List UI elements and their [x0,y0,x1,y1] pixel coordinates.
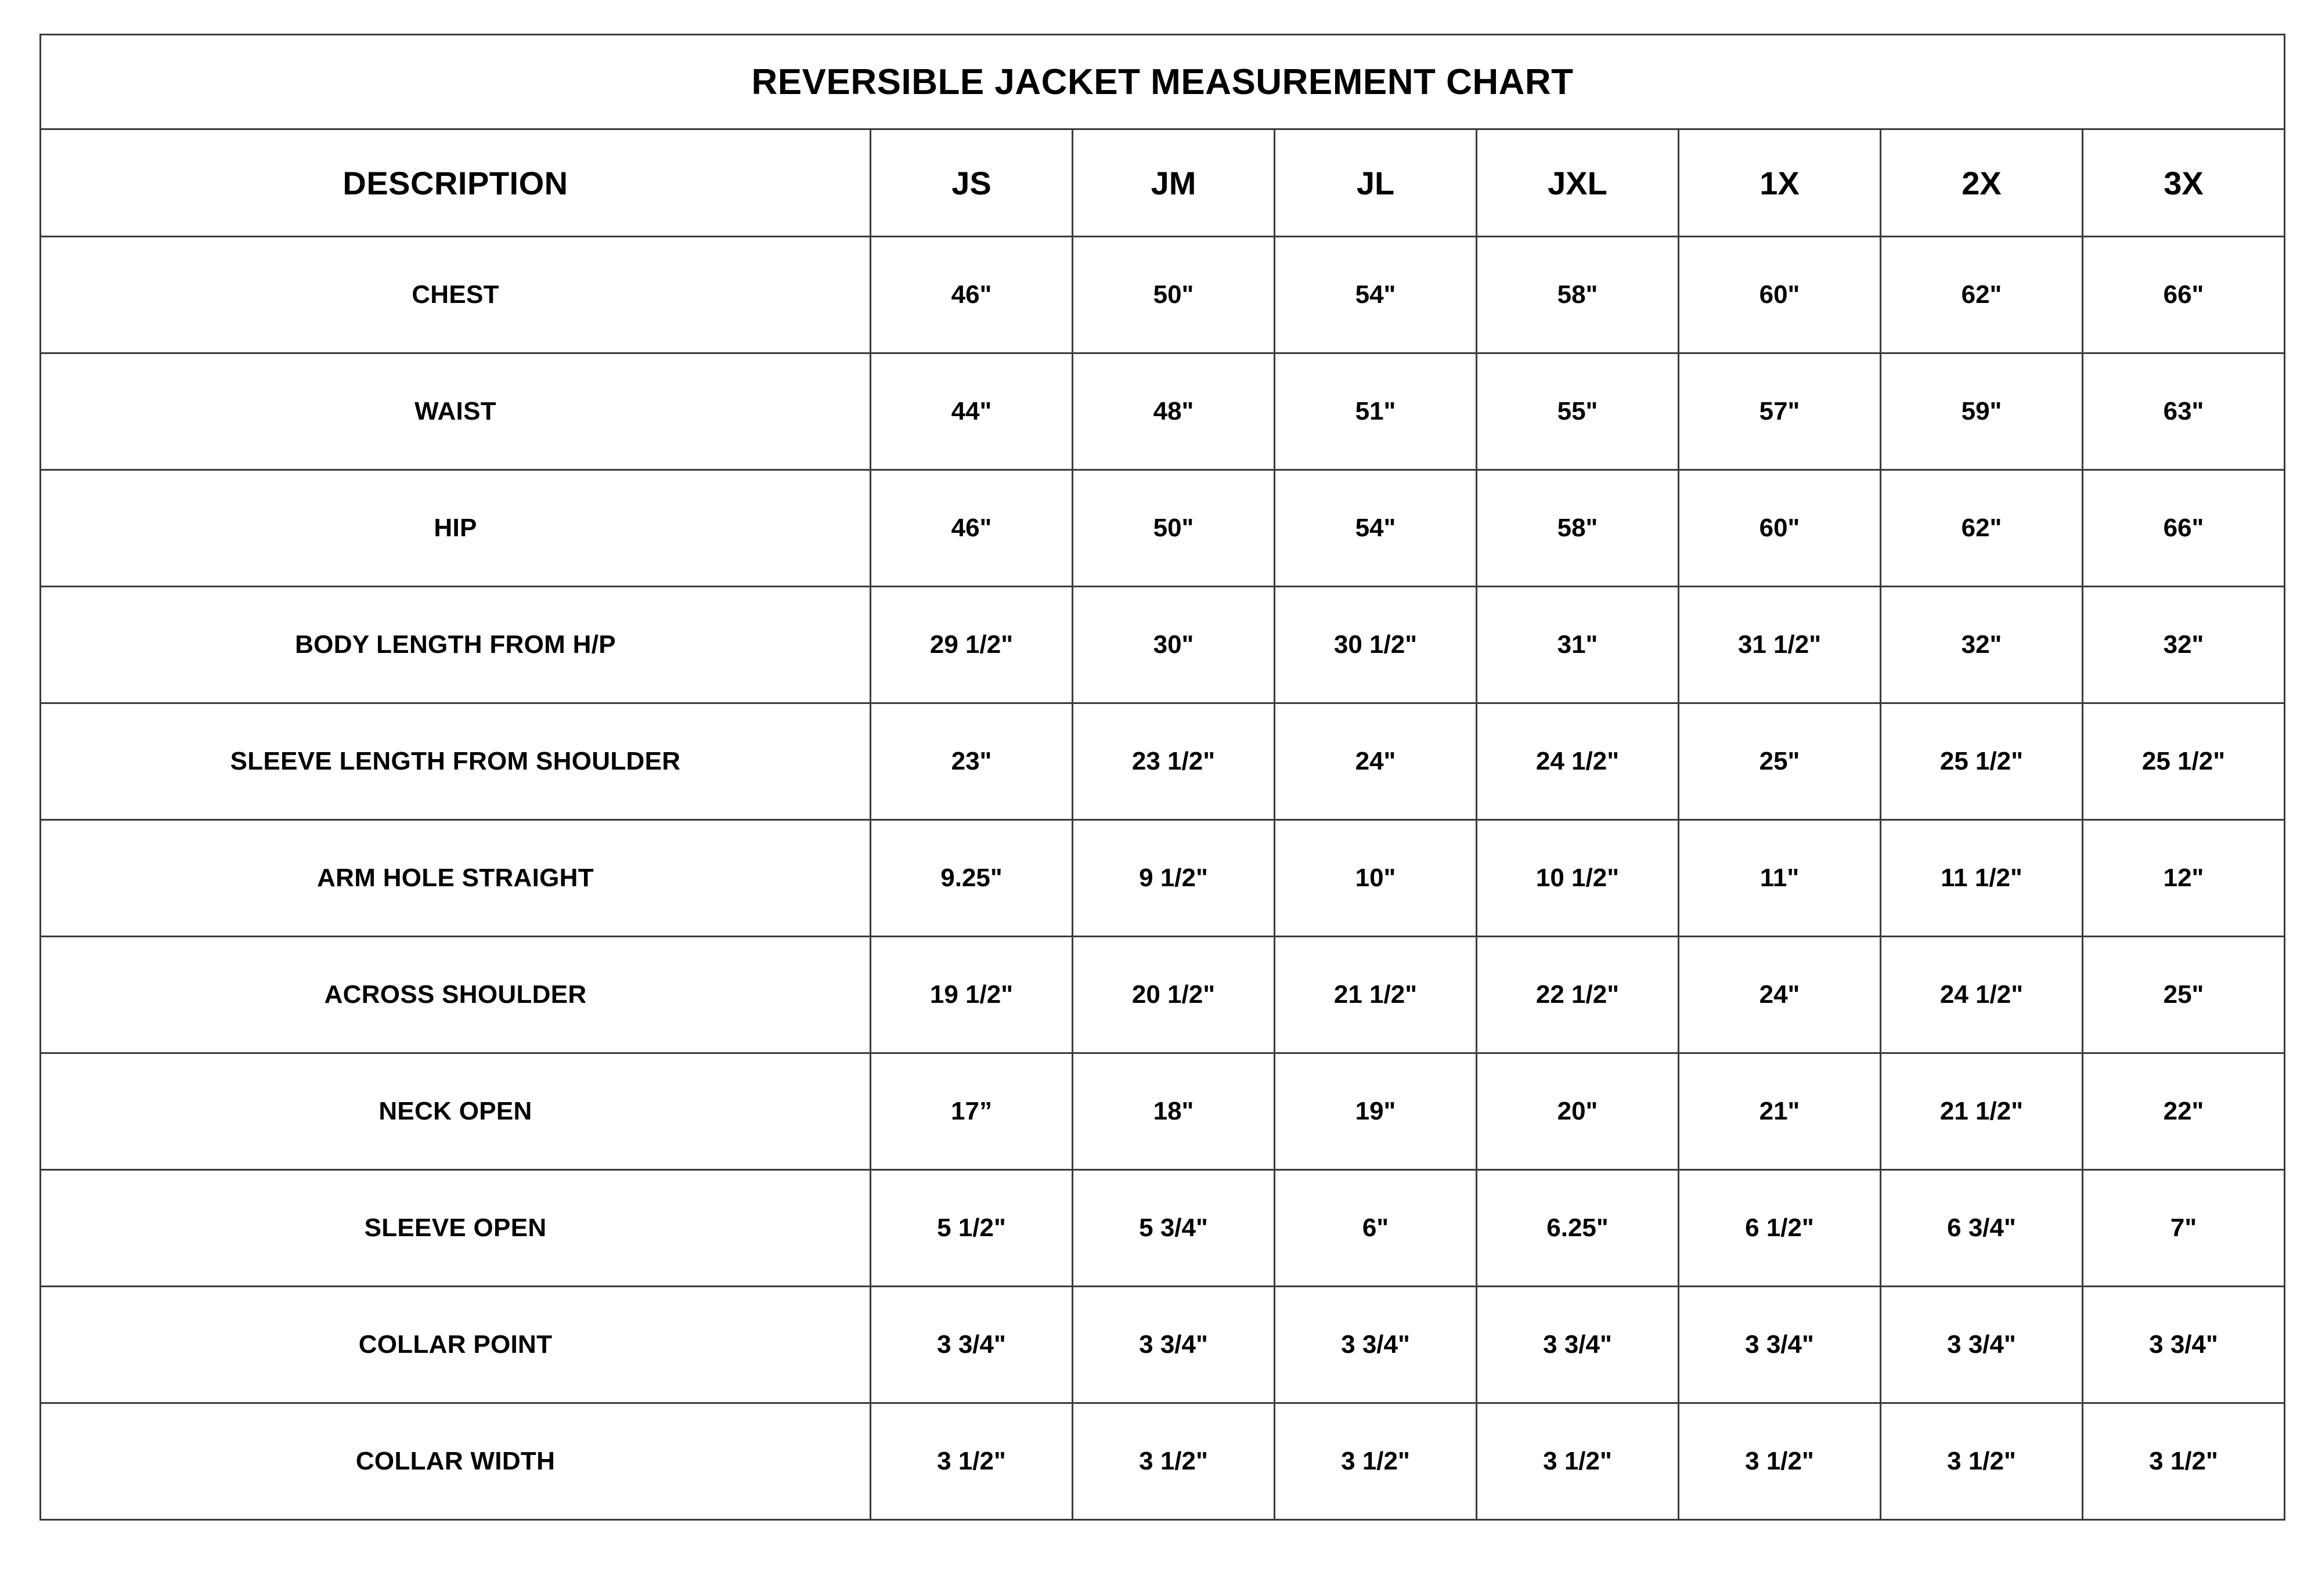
measurement-cell: 6 1/2" [1679,1170,1881,1287]
measurement-cell: 6.25" [1477,1170,1679,1287]
measurement-cell: 29 1/2" [871,587,1073,703]
row-label: ARM HOLE STRAIGHT [41,820,871,937]
measurement-cell: 60" [1679,470,1881,587]
measurement-cell: 3 1/2" [1275,1403,1477,1520]
measurement-cell: 9 1/2" [1073,820,1275,937]
measurement-cell: 6 3/4" [1881,1170,2083,1287]
table-row [41,1287,2285,1403]
table-header-row [41,129,2285,237]
measurement-cell: 3 1/2" [1881,1403,2083,1520]
measurement-cell: 5 1/2" [871,1170,1073,1287]
table-row [41,587,2285,703]
column-header-3x: 3X [2083,129,2285,237]
measurement-cell: 59" [1881,353,2083,470]
measurement-cell: 9.25" [871,820,1073,937]
measurement-cell: 57" [1679,353,1881,470]
column-header-description: DESCRIPTION [41,129,871,237]
measurement-cell: 11 1/2" [1881,820,2083,937]
measurement-cell: 5 3/4" [1073,1170,1275,1287]
measurement-cell: 46" [871,237,1073,353]
measurement-cell: 24 1/2" [1477,703,1679,820]
measurement-cell: 18" [1073,1053,1275,1170]
measurement-cell: 3 1/2" [1679,1403,1881,1520]
measurement-cell: 32" [1881,587,2083,703]
measurement-cell: 50" [1073,470,1275,587]
measurement-cell: 3 1/2" [2083,1403,2285,1520]
measurement-cell: 62" [1881,470,2083,587]
measurement-cell: 22" [2083,1053,2285,1170]
measurement-cell: 24" [1679,937,1881,1053]
measurement-cell: 21 1/2" [1881,1053,2083,1170]
column-header-1x: 1X [1679,129,1881,237]
measurement-cell: 3 3/4" [1073,1287,1275,1403]
measurement-cell: 3 1/2" [1073,1403,1275,1520]
row-label: COLLAR POINT [41,1287,871,1403]
column-header-2x: 2X [1881,129,2083,237]
measurement-cell: 20 1/2" [1073,937,1275,1053]
table-row [41,703,2285,820]
measurement-cell: 20" [1477,1053,1679,1170]
measurement-cell: 66" [2083,237,2285,353]
table-row [41,237,2285,353]
measurement-cell: 7" [2083,1170,2285,1287]
measurement-cell: 3 3/4" [871,1287,1073,1403]
measurement-cell: 50" [1073,237,1275,353]
measurement-cell: 58" [1477,470,1679,587]
measurement-cell: 31" [1477,587,1679,703]
measurement-cell: 3 3/4" [1275,1287,1477,1403]
measurement-cell: 25" [2083,937,2285,1053]
measurement-cell: 19 1/2" [871,937,1073,1053]
column-header-jxl: JXL [1477,129,1679,237]
measurement-cell: 3 1/2" [871,1403,1073,1520]
measurement-cell: 22 1/2" [1477,937,1679,1053]
measurement-cell: 63" [2083,353,2285,470]
measurement-cell: 25 1/2" [1881,703,2083,820]
chart-title: REVERSIBLE JACKET MEASUREMENT CHART [41,35,2285,129]
chart-title-row [41,35,2285,129]
measurement-cell: 62" [1881,237,2083,353]
measurement-cell: 25 1/2" [2083,703,2285,820]
table-row [41,353,2285,470]
measurement-cell: 60" [1679,237,1881,353]
column-header-js: JS [871,129,1073,237]
measurement-cell: 24 1/2" [1881,937,2083,1053]
measurement-cell: 10" [1275,820,1477,937]
measurement-cell: 3 3/4" [1477,1287,1679,1403]
measurement-cell: 46" [871,470,1073,587]
row-label: WAIST [41,353,871,470]
row-label: CHEST [41,237,871,353]
measurement-cell: 54" [1275,470,1477,587]
measurement-cell: 32" [2083,587,2285,703]
table-row [41,1170,2285,1287]
table-row [41,937,2285,1053]
measurement-cell: 3 3/4" [2083,1287,2285,1403]
measurement-cell: 51" [1275,353,1477,470]
measurement-cell: 58" [1477,237,1679,353]
measurement-cell: 24" [1275,703,1477,820]
row-label: HIP [41,470,871,587]
measurement-cell: 23" [871,703,1073,820]
measurement-cell: 6" [1275,1170,1477,1287]
measurement-cell: 55" [1477,353,1679,470]
measurement-cell: 11" [1679,820,1881,937]
measurement-cell: 44" [871,353,1073,470]
measurement-cell: 3 3/4" [1881,1287,2083,1403]
table-row [41,470,2285,587]
measurement-cell: 21" [1679,1053,1881,1170]
table-row [41,820,2285,937]
row-label: COLLAR WIDTH [41,1403,871,1520]
measurement-cell: 3 1/2" [1477,1403,1679,1520]
measurement-chart-table [39,34,2285,1521]
row-label: ACROSS SHOULDER [41,937,871,1053]
measurement-cell: 31 1/2" [1679,587,1881,703]
row-label: SLEEVE OPEN [41,1170,871,1287]
measurement-cell: 25" [1679,703,1881,820]
measurement-cell: 10 1/2" [1477,820,1679,937]
measurement-cell: 54" [1275,237,1477,353]
measurement-cell: 21 1/2" [1275,937,1477,1053]
table-row [41,1403,2285,1520]
row-label: SLEEVE LENGTH FROM SHOULDER [41,703,871,820]
measurement-cell: 12" [2083,820,2285,937]
column-header-jm: JM [1073,129,1275,237]
measurement-cell: 3 3/4" [1679,1287,1881,1403]
row-label: NECK OPEN [41,1053,871,1170]
measurement-cell: 48" [1073,353,1275,470]
measurement-cell: 30 1/2" [1275,587,1477,703]
measurement-cell: 66" [2083,470,2285,587]
measurement-cell: 30" [1073,587,1275,703]
measurement-cell: 17” [871,1053,1073,1170]
measurement-cell: 19" [1275,1053,1477,1170]
measurement-cell: 23 1/2" [1073,703,1275,820]
table-row [41,1053,2285,1170]
row-label: BODY LENGTH FROM H/P [41,587,871,703]
column-header-jl: JL [1275,129,1477,237]
